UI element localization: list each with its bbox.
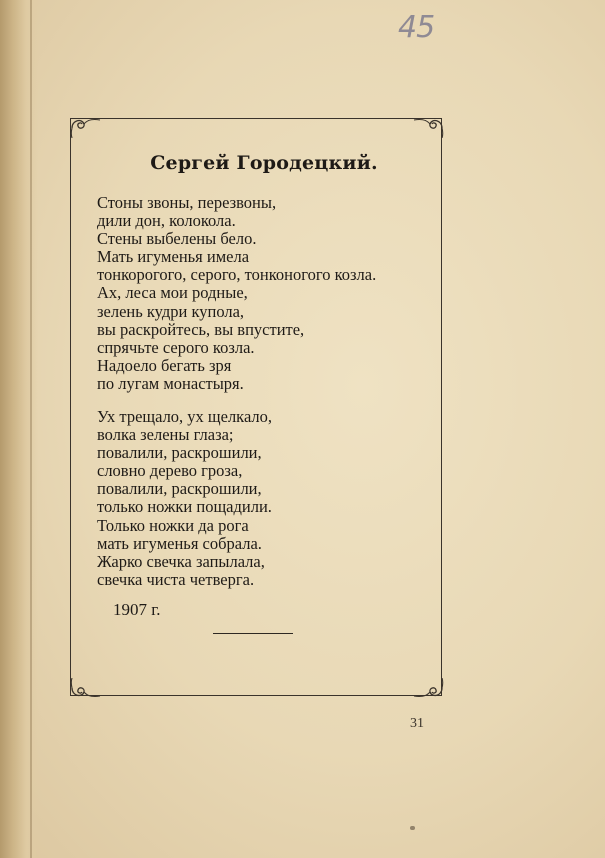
poem-line: Стены выбелены бело. — [97, 229, 257, 249]
poem-line: спрячьте серого козла. — [97, 337, 255, 357]
poem-line: Жарко свечка запылала, — [97, 551, 265, 571]
poem-line: словно дерево гроза, — [97, 461, 243, 481]
poem-line: Мать игуменья имела — [97, 247, 250, 267]
poem-line: только ножки пощадили. — [97, 497, 272, 517]
poem-line: волка зелены глаза; — [97, 425, 234, 445]
poem-line: повалили, раскрошили, — [97, 479, 262, 499]
poem-line: Ух трещало, ух щелкало, — [97, 407, 273, 426]
poem-line: тонкорогого, серого, тонконогого козла. — [97, 265, 377, 285]
poem-line: Надоело бегать зря — [97, 355, 232, 375]
poem-line: свечка чиста четверга. — [97, 569, 255, 589]
poem-line: повалили, раскрошили, — [97, 443, 262, 463]
corner-ornament-top-right — [412, 116, 446, 138]
page-number: 31 — [410, 716, 424, 731]
poem-line: по лугам монастыря. — [97, 373, 244, 393]
book-gutter — [0, 0, 38, 858]
poem-year: 1907 г. — [113, 600, 161, 619]
closing-rule — [213, 633, 293, 634]
poem-line: Стоны звоны, перезвоны, — [97, 193, 277, 212]
poem-line: зелень кудри купола, — [97, 301, 245, 321]
paper-speck — [410, 826, 415, 830]
poem-title: Сергей Городецкий. — [150, 152, 378, 174]
stanza-2 — [97, 408, 272, 589]
poem-line: Только ножки да рога — [97, 515, 249, 535]
corner-ornament-bottom-right — [412, 678, 446, 700]
poem-line: мать игуменья собрала. — [97, 533, 262, 553]
corner-ornament-bottom-left — [68, 678, 102, 700]
stanza-1 — [97, 194, 376, 393]
poem-line: Ах, леса мои родные, — [97, 283, 248, 303]
handwritten-folio-number: 45 — [398, 10, 435, 45]
gutter-fold — [30, 0, 32, 858]
poem-line: вы раскройтесь, вы впустите, — [97, 319, 305, 339]
corner-ornament-top-left — [68, 116, 102, 138]
poem-line: дили дон, колокола. — [97, 211, 236, 231]
